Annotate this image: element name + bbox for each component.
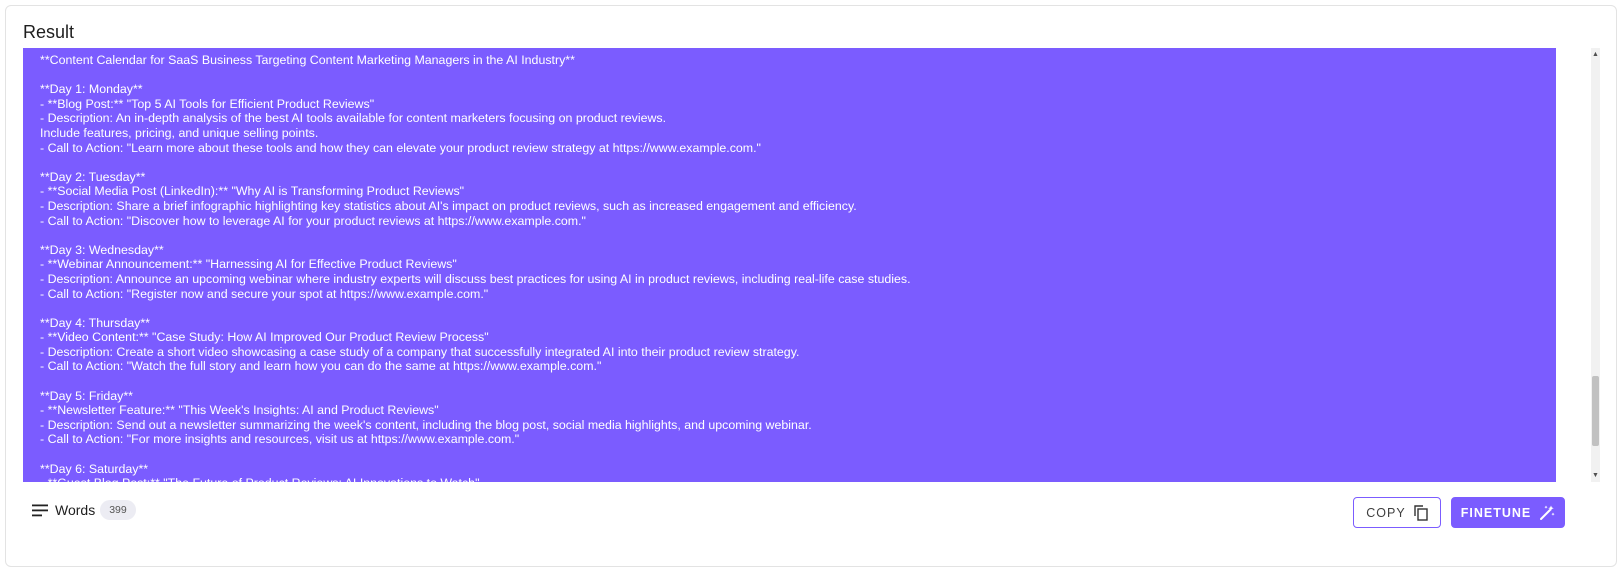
word-count-badge: 399 <box>100 500 136 520</box>
copy-button-label: COPY <box>1366 505 1406 520</box>
scroll-up-arrow-icon[interactable]: ▲ <box>1592 51 1599 58</box>
finetune-button-label: FINETUNE <box>1460 505 1532 520</box>
scroll-down-arrow-icon[interactable]: ▼ <box>1592 472 1599 479</box>
result-scrollbar[interactable] <box>1591 48 1600 482</box>
word-counter <box>32 498 136 522</box>
copy-button[interactable] <box>1353 497 1441 528</box>
words-label: Words <box>55 502 96 518</box>
lines-icon <box>32 504 49 517</box>
scrollbar-thumb[interactable] <box>1592 376 1599 446</box>
finetune-button[interactable] <box>1451 497 1565 528</box>
result-output[interactable] <box>23 48 1556 491</box>
result-text: **Content Calendar for SaaS Business Targeting Content Marketing Managers in the AI Industry** **Day 1: Monday** - **Blog Post:** "Top 5 AI Tools for Efficient Product Reviews" - Description: An in-depth analysis of the best AI tools available for content marketers focusing on product reviews. Include features, pricing, and unique selling points. - Call to Action: "Learn more about these tools and how they can elevate your product review strategy at https://www.example.com." **Day 2: Tuesday** - **Social Media Post (LinkedIn):** "Why AI is Transforming Product Reviews" - Description: Share a brief infographic highlighting key statistics about AI's impact on product reviews, such as increased engagement and efficiency. - Call to Action: "Discover how to leverage AI for your product reviews at https://www.example.com." **Day 3: Wednesday** - **Webinar Announcement:** "Harnessing AI for Effective Product Reviews" - Description: Announce an upcoming webinar where industry experts will discuss best practices for using AI in product reviews, including real-life case studies. - Call to Action: "Register now and secure your spot at https://www.example.com." **Day 4: Thursday** - **Video Content:** "Case Study: How AI Improved Our Product Review Process" - Description: Create a short video showcasing a case study of a company that successfully integrated AI into their product review strategy. - Call to Action: "Watch the full story and learn how you can do the same at https://www.example.com." **Day 5: Friday** - **Newsletter Feature:** "This Week's Insights: AI and Product Reviews" - Description: Send out a newsletter summarizing the week's content, including the blog post, social media highlights, and upcoming webinar. - Call to Action: "For more insights and resources, visit us at https://www.example.com." **Day 6: Saturday** - **Guest Blog Post:** "The Future of Product Reviews: AI Innovations to Watch" <box>40 53 911 491</box>
magic-wand-icon <box>1539 505 1555 521</box>
panel-title: Result <box>23 22 75 42</box>
copy-icon <box>1414 505 1428 521</box>
